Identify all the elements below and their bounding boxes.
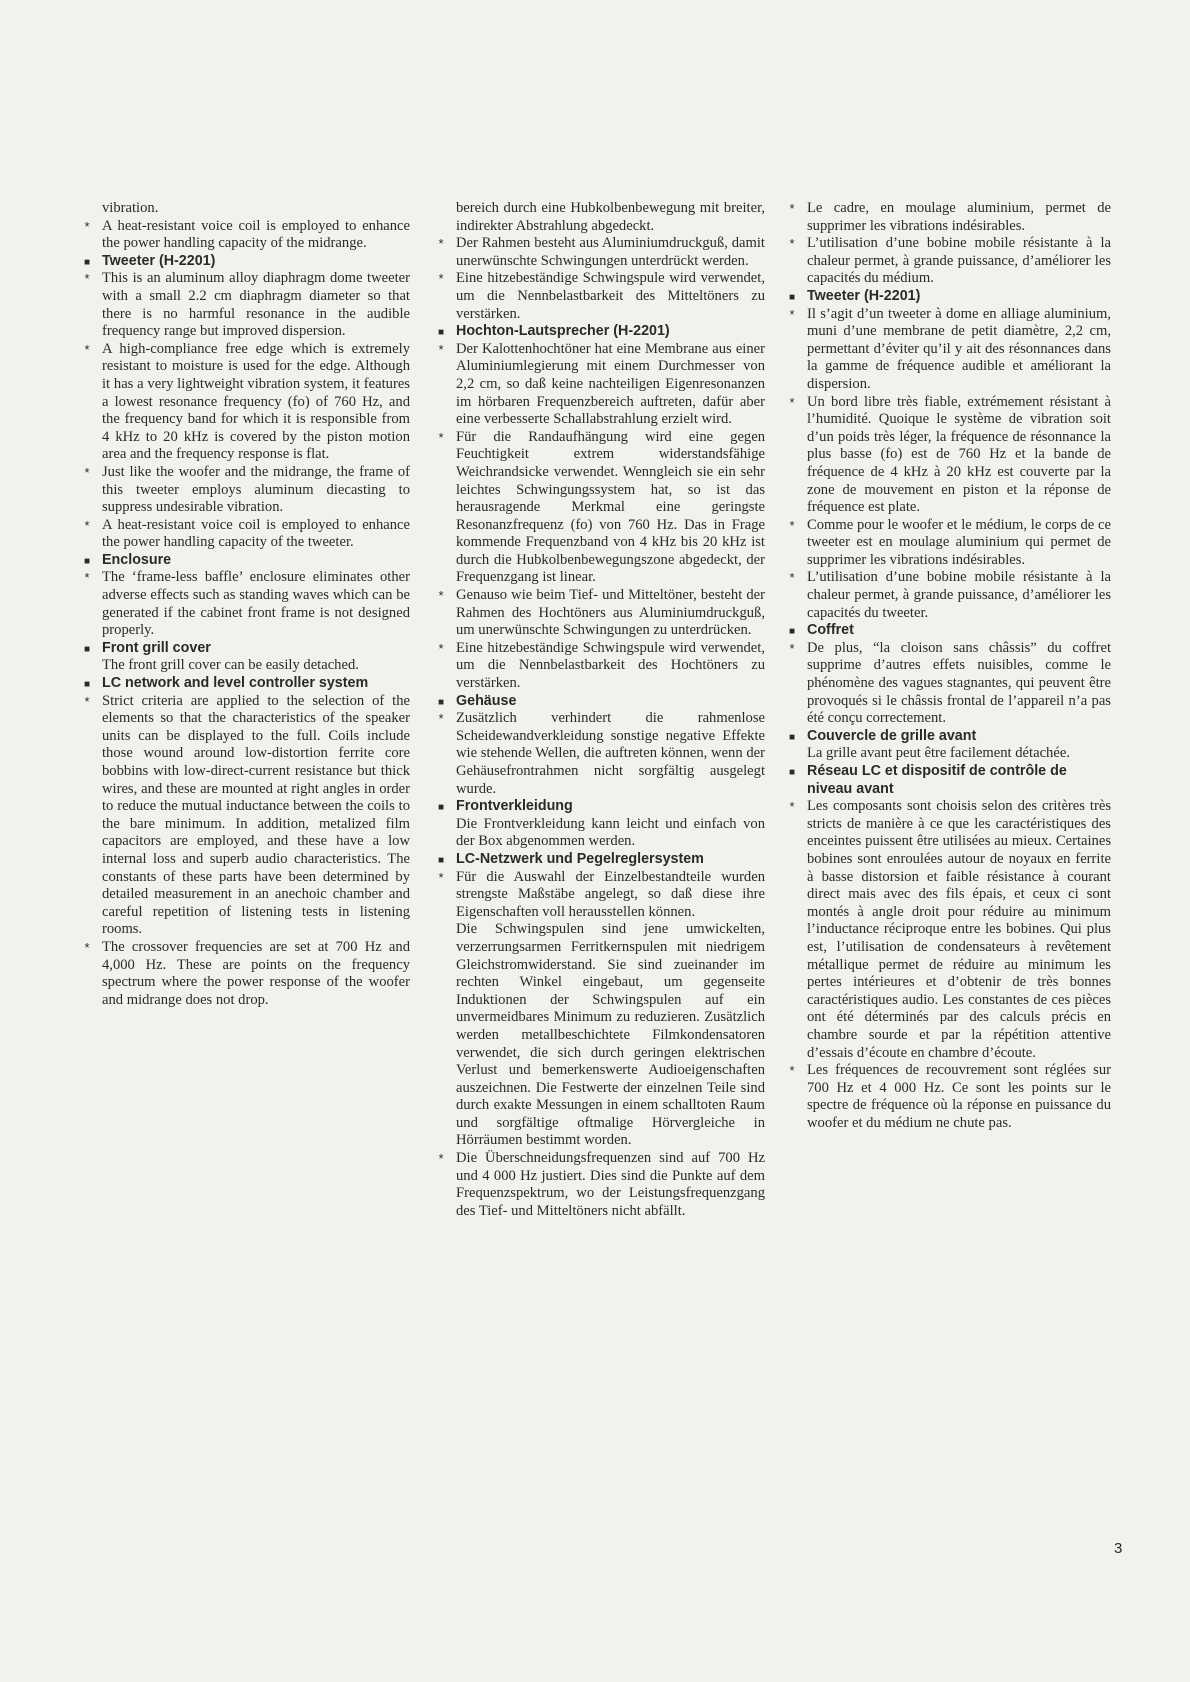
body-text: The crossover frequencies are set at 700 Hz and 4,000 Hz. These are points on the frequency spectrum where the power response of the woofer and midrange does not drop. [102, 938, 410, 1008]
asterisk-marker: * [789, 394, 795, 410]
section-heading-english-2 [76, 253, 410, 271]
section-heading-german-12 [430, 851, 765, 869]
asterisk-marker: * [789, 306, 795, 322]
paragraph-english-6 [76, 517, 410, 552]
heading-text: Réseau LC et dispositif de contrôle de niveau avant [807, 763, 1067, 797]
paragraph-french-12 [781, 798, 1111, 1062]
paragraph-french-3 [781, 306, 1111, 394]
heading-text: Gehäuse [456, 692, 517, 709]
french-column [781, 200, 1111, 1132]
section-heading-english-7 [76, 552, 410, 570]
body-text: Der Rahmen besteht aus Aluminiumdruckguß, damit unerwünschte Schwingungen unterdrückt werden. [456, 235, 765, 269]
body-text: L’utilisation d’une bobine mobile résistante à la chaleur permet, à grande puissance, d’améliorer les capacités du tweeter. [807, 569, 1111, 621]
square-bullet-icon: ■ [83, 679, 91, 691]
asterisk-marker: * [789, 1063, 795, 1079]
square-bullet-icon: ■ [788, 291, 796, 303]
page-number: 3 [1114, 1540, 1123, 1557]
asterisk-marker: * [789, 517, 795, 533]
body-text: Les composants sont choisis selon des critères très stricts de manière à ce que les caractéristiques des enceintes puissent être utilisées au mieux. Certaines bobines sont enroulées autour de noyaux en ferrite à basse distorsion et faible résistance à courant direct mais avec des fils épais, et ceux ci sont montés à angle droit pour réduire au minimum l’inductance réciproque entre les bobines. Qui plus est, l’utilisation de condensateurs à revêtement métallique permet de réduire au minimum les pertes intérieures et d’obtenir de très bonnes caractéristiques audio. Les constantes de ces pièces ont été déterminés par des calculs précis en chambre sourde et par la répétition attentive d’essais d’écoute en chambre d’écoute. [807, 798, 1111, 1061]
paragraph-english-4 [76, 341, 410, 464]
square-bullet-icon: ■ [83, 256, 91, 268]
asterisk-marker: * [438, 1151, 444, 1167]
square-bullet-icon: ■ [788, 626, 796, 638]
paragraph-german-2 [430, 270, 765, 323]
body-text: The front grill cover can be easily detached. [102, 657, 359, 674]
asterisk-marker: * [84, 693, 90, 709]
paragraph-german-14 [430, 921, 765, 1150]
square-bullet-icon: ■ [788, 767, 796, 778]
body-text: A heat-resistant voice coil is employed to enhance the power handling capacity of the tweeter. [102, 516, 410, 551]
body-text: Eine hitzebeständige Schwingspule wird verwendet, um die Nennbelastbarkeit des Hochtöners zu verstärken. [456, 639, 765, 692]
body-text: Les fréquences de recouvrement sont réglées sur 700 Hz et 4 000 Hz. Ce sont les points sur le spectre de fréquence où la réponse en puissance du woofer et du médium ne chute pas. [807, 1062, 1111, 1131]
asterisk-marker: * [84, 570, 90, 586]
heading-text: Couvercle de grille avant [807, 727, 977, 744]
paragraph-french-0 [781, 200, 1111, 235]
square-bullet-icon: ■ [437, 802, 445, 814]
body-text: bereich durch eine Hubkolbenbewegung mit breiter, indirekter Abstrahlung abgedeckt. [456, 200, 765, 234]
german-column [430, 200, 765, 1220]
body-text: De plus, “la cloison sans châssis” du coffret supprime d’autres effets nuisibles, comme le phénomène des vagues stagnantes, qui peuvent être provoqués si le châssis frontal de l’appareil n’a pas été conçu correctement. [807, 639, 1111, 727]
paragraph-german-13 [430, 869, 765, 922]
asterisk-marker: * [84, 341, 90, 357]
section-heading-german-3 [430, 323, 765, 341]
asterisk-marker: * [789, 799, 795, 815]
section-heading-english-9 [76, 640, 410, 658]
section-heading-french-11 [781, 763, 1111, 798]
asterisk-marker: * [84, 218, 90, 234]
body-text: Just like the woofer and the midrange, the frame of this tweeter employs aluminum diecasting to suppress undesirable vibration. [102, 463, 410, 516]
heading-text: LC network and level controller system [102, 675, 369, 692]
paragraph-english-10 [76, 657, 410, 675]
body-text: Un bord libre très fiable, extrémement résistant à l’humidité. Quoique le système de vibration soit d’un poids très léger, la fréquence de résonnance la plus basse (fo) est de 760 Hz et la bande de fréquence de 4 kHz à 20 kHz est couverte par la zone de mouvement en piston et la réponse de fréquence est plate. [807, 393, 1111, 516]
body-text: Für die Auswahl der Einzelbestandteile wurden strengste Maßstäbe angelegt, so daß diese ihre Eigenschaften voll herausstellen können. [456, 868, 765, 920]
heading-text: Hochton-Lautsprecher (H-2201) [456, 323, 670, 340]
section-heading-german-8 [430, 693, 765, 711]
square-bullet-icon: ■ [83, 643, 91, 655]
square-bullet-icon: ■ [437, 327, 445, 339]
body-text: Eine hitzebeständige Schwingspule wird verwendet, um die Nennbelastbarkeit des Mitteltöners zu verstärken. [456, 270, 765, 322]
paragraph-french-1 [781, 235, 1111, 288]
body-text: Die Frontverkleidung kann leicht und einfach von der Box abgenommen werden. [456, 815, 765, 850]
body-text: This is an aluminum alloy diaphragm dome tweeter with a small 2.2 cm diaphragm diameter so that there is no harmful resonance in the audible frequency range but improved dispersion. [102, 270, 410, 340]
paragraph-english-8 [76, 569, 410, 639]
paragraph-english-12 [76, 693, 410, 939]
paragraph-german-6 [430, 587, 765, 640]
paragraph-german-1 [430, 235, 765, 270]
asterisk-marker: * [438, 429, 444, 445]
paragraph-german-5 [430, 429, 765, 587]
section-heading-french-9 [781, 728, 1111, 746]
paragraph-german-7 [430, 640, 765, 693]
body-text: Strict criteria are applied to the selection of the elements so that the characteristics of the speaker units can be displayed to the full. Coils include those wound around low-distortion ferrite core bobbins with low-direct-current resistance but thick wires, and these are mounted at right angles in order to reduce the mutual inductance between the coils to the bare minimum. In addition, metalized film capacitors are employed, and these have a low internal loss and superb audio characteristics. The constants of these parts have been determined by detailed measurement in an anechoic chamber and careful repetition of listening tests in listening rooms. [102, 692, 410, 938]
body-text: Für die Randaufhängung wird eine gegen Feuchtigkeit extrem widerstandsfähige Weichrandsicke verwendet. Wenngleich sie ein sehr leichtes Schwingungssystem hat, so ist das herausragende Merkmal eine geringste Resonanzfrequenz (fo) von 760 Hz. Das in Frage kommende Frequenzband von 4 kHz bis 20 kHz ist durch die Hubkolbenbewegungszone abgedeckt, der Frequenzgang ist linear. [456, 428, 765, 586]
body-text: Genauso wie beim Tief- und Mitteltöner, besteht der Rahmen des Hochtöners aus Aluminiumdruckguß, um unerwünschte Schwingungen zu unterdrücken. [456, 587, 765, 639]
square-bullet-icon: ■ [437, 854, 445, 866]
paragraph-english-0 [76, 200, 410, 218]
english-column [76, 200, 410, 1009]
heading-text: Tweeter (H-2201) [807, 287, 921, 304]
paragraph-french-13 [781, 1062, 1111, 1132]
body-text: Zusätzlich verhindert die rahmenlose Scheidewandverkleidung sonstige negative Effekte wie stehende Wellen, die auftreten können, wenn der Gehäusefrontrahmen nicht sorgfältig ausgelegt wurde. [456, 710, 765, 797]
paragraph-french-6 [781, 569, 1111, 622]
paragraph-german-0 [430, 200, 765, 235]
asterisk-marker: * [438, 640, 444, 656]
paragraph-german-15 [430, 1150, 765, 1220]
asterisk-marker: * [438, 271, 444, 287]
paragraph-german-9 [430, 710, 765, 798]
section-heading-french-2 [781, 288, 1111, 306]
asterisk-marker: * [84, 271, 90, 287]
body-text: Die Überschneidungsfrequenzen sind auf 700 Hz und 4 000 Hz justiert. Dies sind die Punkte auf dem Frequenzspektrum, wo der Leistungsfrequenzgang des Tief- und Mitteltöners nicht abfällt. [456, 1150, 765, 1219]
square-bullet-icon: ■ [83, 555, 91, 567]
body-text: Il s’agit d’un tweeter à dome en alliage aluminium, muni d’une membrane de petit diamètre, 2,2 cm, permettant d’éviter qu’il y ait des résonnances dans la gamme de fréquence audible et améliorant la dispersion. [807, 305, 1111, 392]
asterisk-marker: * [438, 236, 444, 252]
paragraph-french-4 [781, 394, 1111, 517]
asterisk-marker: * [789, 236, 795, 252]
heading-text: Tweeter (H-2201) [102, 252, 216, 269]
heading-text: Coffret [807, 622, 854, 639]
asterisk-marker: * [438, 711, 444, 727]
body-text: Le cadre, en moulage aluminium, permet de supprimer les vibrations indésirables. [807, 200, 1111, 234]
asterisk-marker: * [438, 588, 444, 604]
paragraph-french-8 [781, 640, 1111, 728]
body-text: A high-compliance free edge which is extremely resistant to moisture is used for the edge. Although it has a very lightweight vibration system, it features a lowest resonance frequency (fo) of 760 Hz, and the frequency band for which it is responsible from 4 kHz to 20 kHz is covered by the piston motion area and the frequency response is flat. [102, 340, 410, 463]
heading-text: Enclosure [102, 551, 172, 568]
paragraph-french-10 [781, 745, 1111, 763]
paragraph-german-4 [430, 341, 765, 429]
paragraph-english-5 [76, 464, 410, 517]
asterisk-marker: * [438, 869, 444, 885]
section-heading-english-11 [76, 675, 410, 693]
body-text: L’utilisation d’une bobine mobile résistante à la chaleur permet, à grande puissance, d’améliorer les capacités du médium. [807, 235, 1111, 287]
asterisk-marker: * [438, 341, 444, 357]
paragraph-english-1 [76, 218, 410, 253]
asterisk-marker: * [84, 939, 90, 955]
heading-text: LC-Netzwerk und Pegelreglersystem [456, 850, 704, 867]
paragraph-french-5 [781, 517, 1111, 570]
heading-text: Frontverkleidung [456, 798, 573, 815]
asterisk-marker: * [789, 640, 795, 656]
body-text: A heat-resistant voice coil is employed to enhance the power handling capacity of the midrange. [102, 217, 410, 252]
square-bullet-icon: ■ [788, 731, 796, 743]
body-text: The ‘frame-less baffle’ enclosure eliminates other adverse effects such as standing waves which can be generated if the cabinet front frame is not designed properly. [102, 569, 410, 639]
asterisk-marker: * [789, 570, 795, 586]
body-text: Die Schwingspulen sind jene umwickelten, verzerrungsarmen Ferritkernspulen mit niedrigem Gleichstromwiderstand. Sie sind zueinander im rechten Winkel eingebaut, um gegenseite Induktionen der Schwingspulen auf ein unvermeidbares Minimum zu reduzieren. Zusätzlich werden metallbeschichtete Filmkondensatoren verwendet, die sich durch geringen elektrischen Verlust und bemerkenswerte Audioeigenschaften auszeichnen. Die Festwerte der einzelnen Teile sind durch exakte Messungen in einem schalltoten Raum und sorgfältige oftmalige Hörvergleiche in Hörräumen bestimmt worden. [456, 921, 765, 1149]
section-heading-german-10 [430, 798, 765, 816]
body-text: Comme pour le woofer et le médium, le corps de ce tweeter est en moulage aluminium qui permet de supprimer les vibrations indésirables. [807, 516, 1111, 568]
body-text: Der Kalottenhochtöner hat eine Membrane aus einer Aluminiumlegierung mit einem Durchmesser von 2,2 cm, so daß keine nachteiligen Eigenresonanzen im hörbaren Frequenzbereich auftreten, dafür aber eine verbesserte Schallabstrahlung erzielt wird. [456, 340, 765, 428]
body-text: La grille avant peut être facilement détachée. [807, 745, 1070, 762]
paragraph-german-11 [430, 816, 765, 851]
asterisk-marker: * [84, 517, 90, 533]
square-bullet-icon: ■ [437, 696, 445, 708]
heading-text: Front grill cover [102, 639, 211, 656]
asterisk-marker: * [84, 464, 90, 480]
body-text: vibration. [102, 200, 159, 216]
paragraph-english-13 [76, 939, 410, 1009]
asterisk-marker: * [789, 201, 795, 216]
paragraph-english-3 [76, 270, 410, 340]
section-heading-french-7 [781, 622, 1111, 640]
